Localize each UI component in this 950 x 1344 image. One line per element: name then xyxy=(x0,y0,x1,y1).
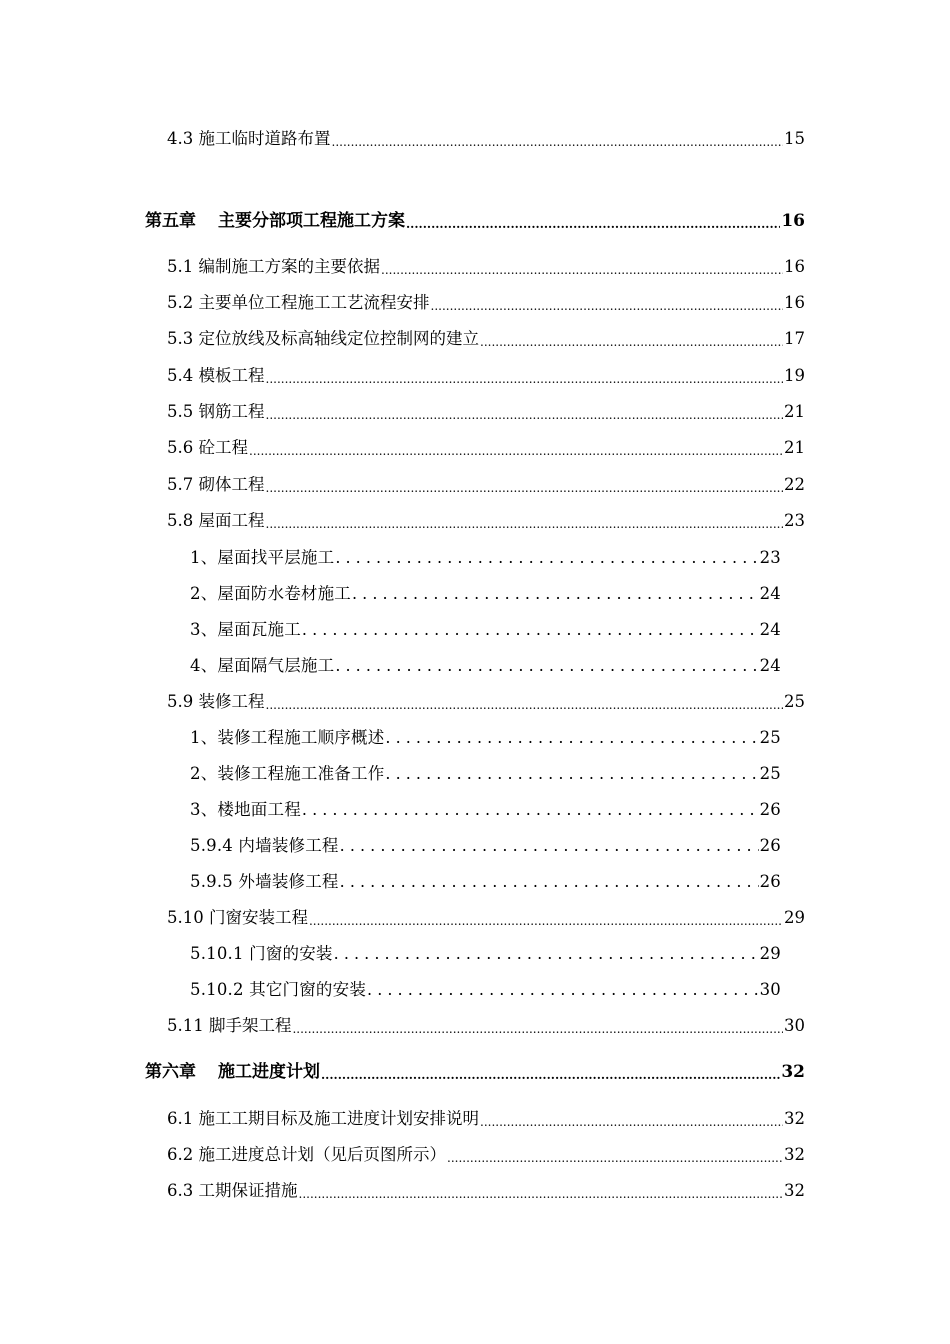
toc-entry-title: 5.7 砌体工程 xyxy=(167,475,265,494)
toc-leader-dots xyxy=(385,763,758,785)
toc-leader-dots xyxy=(266,691,784,713)
toc-subentry[interactable] xyxy=(190,975,781,1001)
toc-entry[interactable] xyxy=(167,1176,805,1202)
toc-subentry[interactable] xyxy=(190,615,781,641)
toc-subentry[interactable] xyxy=(190,831,781,857)
toc-entry-title: 6.1 施工工期目标及施工进度计划安排说明 xyxy=(167,1109,479,1128)
toc-entry-page: 16 xyxy=(784,257,805,276)
toc-entry[interactable] xyxy=(167,124,805,150)
toc-leader-dots xyxy=(249,437,783,459)
toc-subentry[interactable] xyxy=(190,543,781,569)
toc-entry-title: 6.3 工期保证措施 xyxy=(167,1181,298,1200)
toc-chapter-title xyxy=(145,1061,320,1083)
toc-entry-page: 21 xyxy=(784,438,805,457)
toc-leader-dots xyxy=(352,583,759,605)
toc-entry-page: 26 xyxy=(759,836,781,855)
toc-entry-page: 16 xyxy=(781,211,805,231)
toc-entry-page: 24 xyxy=(759,620,781,639)
toc-entry-page: 29 xyxy=(759,944,781,963)
toc-entry-page: 32 xyxy=(781,1062,805,1082)
toc-entry-page: 25 xyxy=(784,692,805,711)
toc-entry[interactable] xyxy=(167,687,805,713)
toc-leader-dots xyxy=(340,871,759,893)
toc-entry-page: 16 xyxy=(784,293,805,312)
toc-entry-title: 6.2 施工进度总计划（见后页图所示） xyxy=(167,1145,446,1164)
toc-leader-dots xyxy=(309,907,783,929)
toc-entry-page: 15 xyxy=(784,129,805,148)
toc-entry[interactable] xyxy=(167,470,805,496)
toc-leader-dots xyxy=(299,1180,784,1202)
toc-entry[interactable] xyxy=(167,1140,805,1166)
toc-entry-title: 5.11 脚手架工程 xyxy=(167,1016,292,1035)
toc-entry[interactable] xyxy=(167,1104,805,1130)
toc-entry-title: 3、楼地面工程 xyxy=(190,800,301,819)
toc-leader-dots xyxy=(367,979,759,1001)
toc-leader-dots xyxy=(335,655,758,677)
toc-entry-title: 2、屋面防水卷材施工 xyxy=(190,584,351,603)
toc-entry-page: 25 xyxy=(759,728,781,747)
toc-entry-title: 2、装修工程施工准备工作 xyxy=(190,764,385,783)
toc-entry[interactable] xyxy=(167,433,805,459)
toc-subentry[interactable] xyxy=(190,651,781,677)
toc-entry-page: 17 xyxy=(784,329,805,348)
toc-entry-title: 5.10 门窗安装工程 xyxy=(167,908,308,927)
toc-entry-title: 5.10.1 门窗的安装 xyxy=(190,944,333,963)
toc-entry-page: 22 xyxy=(784,475,805,494)
toc-entry-title: 5.9.5 外墙装修工程 xyxy=(190,872,339,891)
toc-subentry[interactable] xyxy=(190,795,781,821)
toc-entry-page: 24 xyxy=(759,584,781,603)
toc-entry[interactable] xyxy=(167,506,805,532)
toc-leader-dots xyxy=(480,328,783,350)
toc-leader-dots xyxy=(266,365,784,387)
toc-leader-dots xyxy=(266,401,784,423)
toc-leader-dots xyxy=(332,128,784,150)
toc-subentry[interactable] xyxy=(190,939,781,965)
toc-entry-title: 5.9.4 内墙装修工程 xyxy=(190,836,339,855)
toc-subentry[interactable] xyxy=(190,579,781,605)
toc-entry-page: 32 xyxy=(784,1145,805,1164)
toc-entry-page: 26 xyxy=(759,800,781,819)
toc-chapter[interactable] xyxy=(145,1057,805,1083)
toc-subentry[interactable] xyxy=(190,759,781,785)
toc-entry-page: 25 xyxy=(759,764,781,783)
toc-entry[interactable] xyxy=(167,1011,805,1037)
toc-entry-page: 24 xyxy=(759,656,781,675)
toc-chapter-number: 第五章 xyxy=(145,211,196,231)
toc-subentry[interactable] xyxy=(190,867,781,893)
toc-entry-page: 21 xyxy=(784,402,805,421)
toc-entry-page: 30 xyxy=(784,1016,805,1035)
toc-entry-title: 5.4 模板工程 xyxy=(167,366,265,385)
toc-leader-dots xyxy=(431,292,784,314)
toc-leader-dots xyxy=(292,1015,783,1037)
toc-leader-dots xyxy=(321,1061,780,1083)
toc-chapter[interactable] xyxy=(145,206,805,232)
toc-entry-title: 5.10.2 其它门窗的安装 xyxy=(190,980,367,999)
toc-leader-dots xyxy=(340,835,759,857)
toc-leader-dots xyxy=(334,943,759,965)
toc-chapter-name: 施工进度计划 xyxy=(218,1062,320,1082)
toc-leader-dots xyxy=(381,256,783,278)
toc-entry-title: 5.2 主要单位工程施工工艺流程安排 xyxy=(167,293,430,312)
toc-entry-title: 5.3 定位放线及标高轴线定位控制网的建立 xyxy=(167,329,479,348)
toc-entry-page: 29 xyxy=(784,908,805,927)
toc-leader-dots xyxy=(302,799,759,821)
toc-chapter-title xyxy=(145,210,405,232)
toc-subentry[interactable] xyxy=(190,723,781,749)
toc-entry-title: 1、屋面找平层施工 xyxy=(190,548,335,567)
toc-entry-page: 23 xyxy=(759,548,781,567)
toc-leader-dots xyxy=(266,510,784,532)
toc-entry-page: 32 xyxy=(784,1109,805,1128)
toc-leader-dots xyxy=(480,1108,783,1130)
toc-entry[interactable] xyxy=(167,288,805,314)
toc-leader-dots xyxy=(335,547,758,569)
toc-entry-title: 4.3 施工临时道路布置 xyxy=(167,129,331,148)
toc-chapter-name: 主要分部项工程施工方案 xyxy=(218,211,405,231)
toc-entry[interactable] xyxy=(167,252,805,278)
toc-leader-dots xyxy=(447,1144,783,1166)
toc-entry[interactable] xyxy=(167,397,805,423)
toc-entry[interactable] xyxy=(167,903,805,929)
toc-leader-dots xyxy=(406,210,780,232)
toc-entry-page: 19 xyxy=(784,366,805,385)
toc-entry-page: 30 xyxy=(759,980,781,999)
toc-entry-page: 23 xyxy=(784,511,805,530)
toc-entry-title: 5.9 装修工程 xyxy=(167,692,265,711)
toc-leader-dots xyxy=(302,619,759,641)
toc-entry[interactable] xyxy=(167,324,805,350)
toc-entry[interactable] xyxy=(167,361,805,387)
toc-entry-title: 3、屋面瓦施工 xyxy=(190,620,301,639)
toc-leader-dots xyxy=(266,474,784,496)
toc-chapter-number: 第六章 xyxy=(145,1062,196,1082)
toc-leader-dots xyxy=(385,727,758,749)
toc-entry-title: 5.8 屋面工程 xyxy=(167,511,265,530)
toc-entry-title: 5.1 编制施工方案的主要依据 xyxy=(167,257,380,276)
toc-entry-title: 5.5 钢筋工程 xyxy=(167,402,265,421)
toc-entry-title: 5.6 砼工程 xyxy=(167,438,248,457)
toc-entry-page: 26 xyxy=(759,872,781,891)
toc-entry-title: 4、屋面隔气层施工 xyxy=(190,656,335,675)
toc-entry-title: 1、装修工程施工顺序概述 xyxy=(190,728,385,747)
toc-entry-page: 32 xyxy=(784,1181,805,1200)
